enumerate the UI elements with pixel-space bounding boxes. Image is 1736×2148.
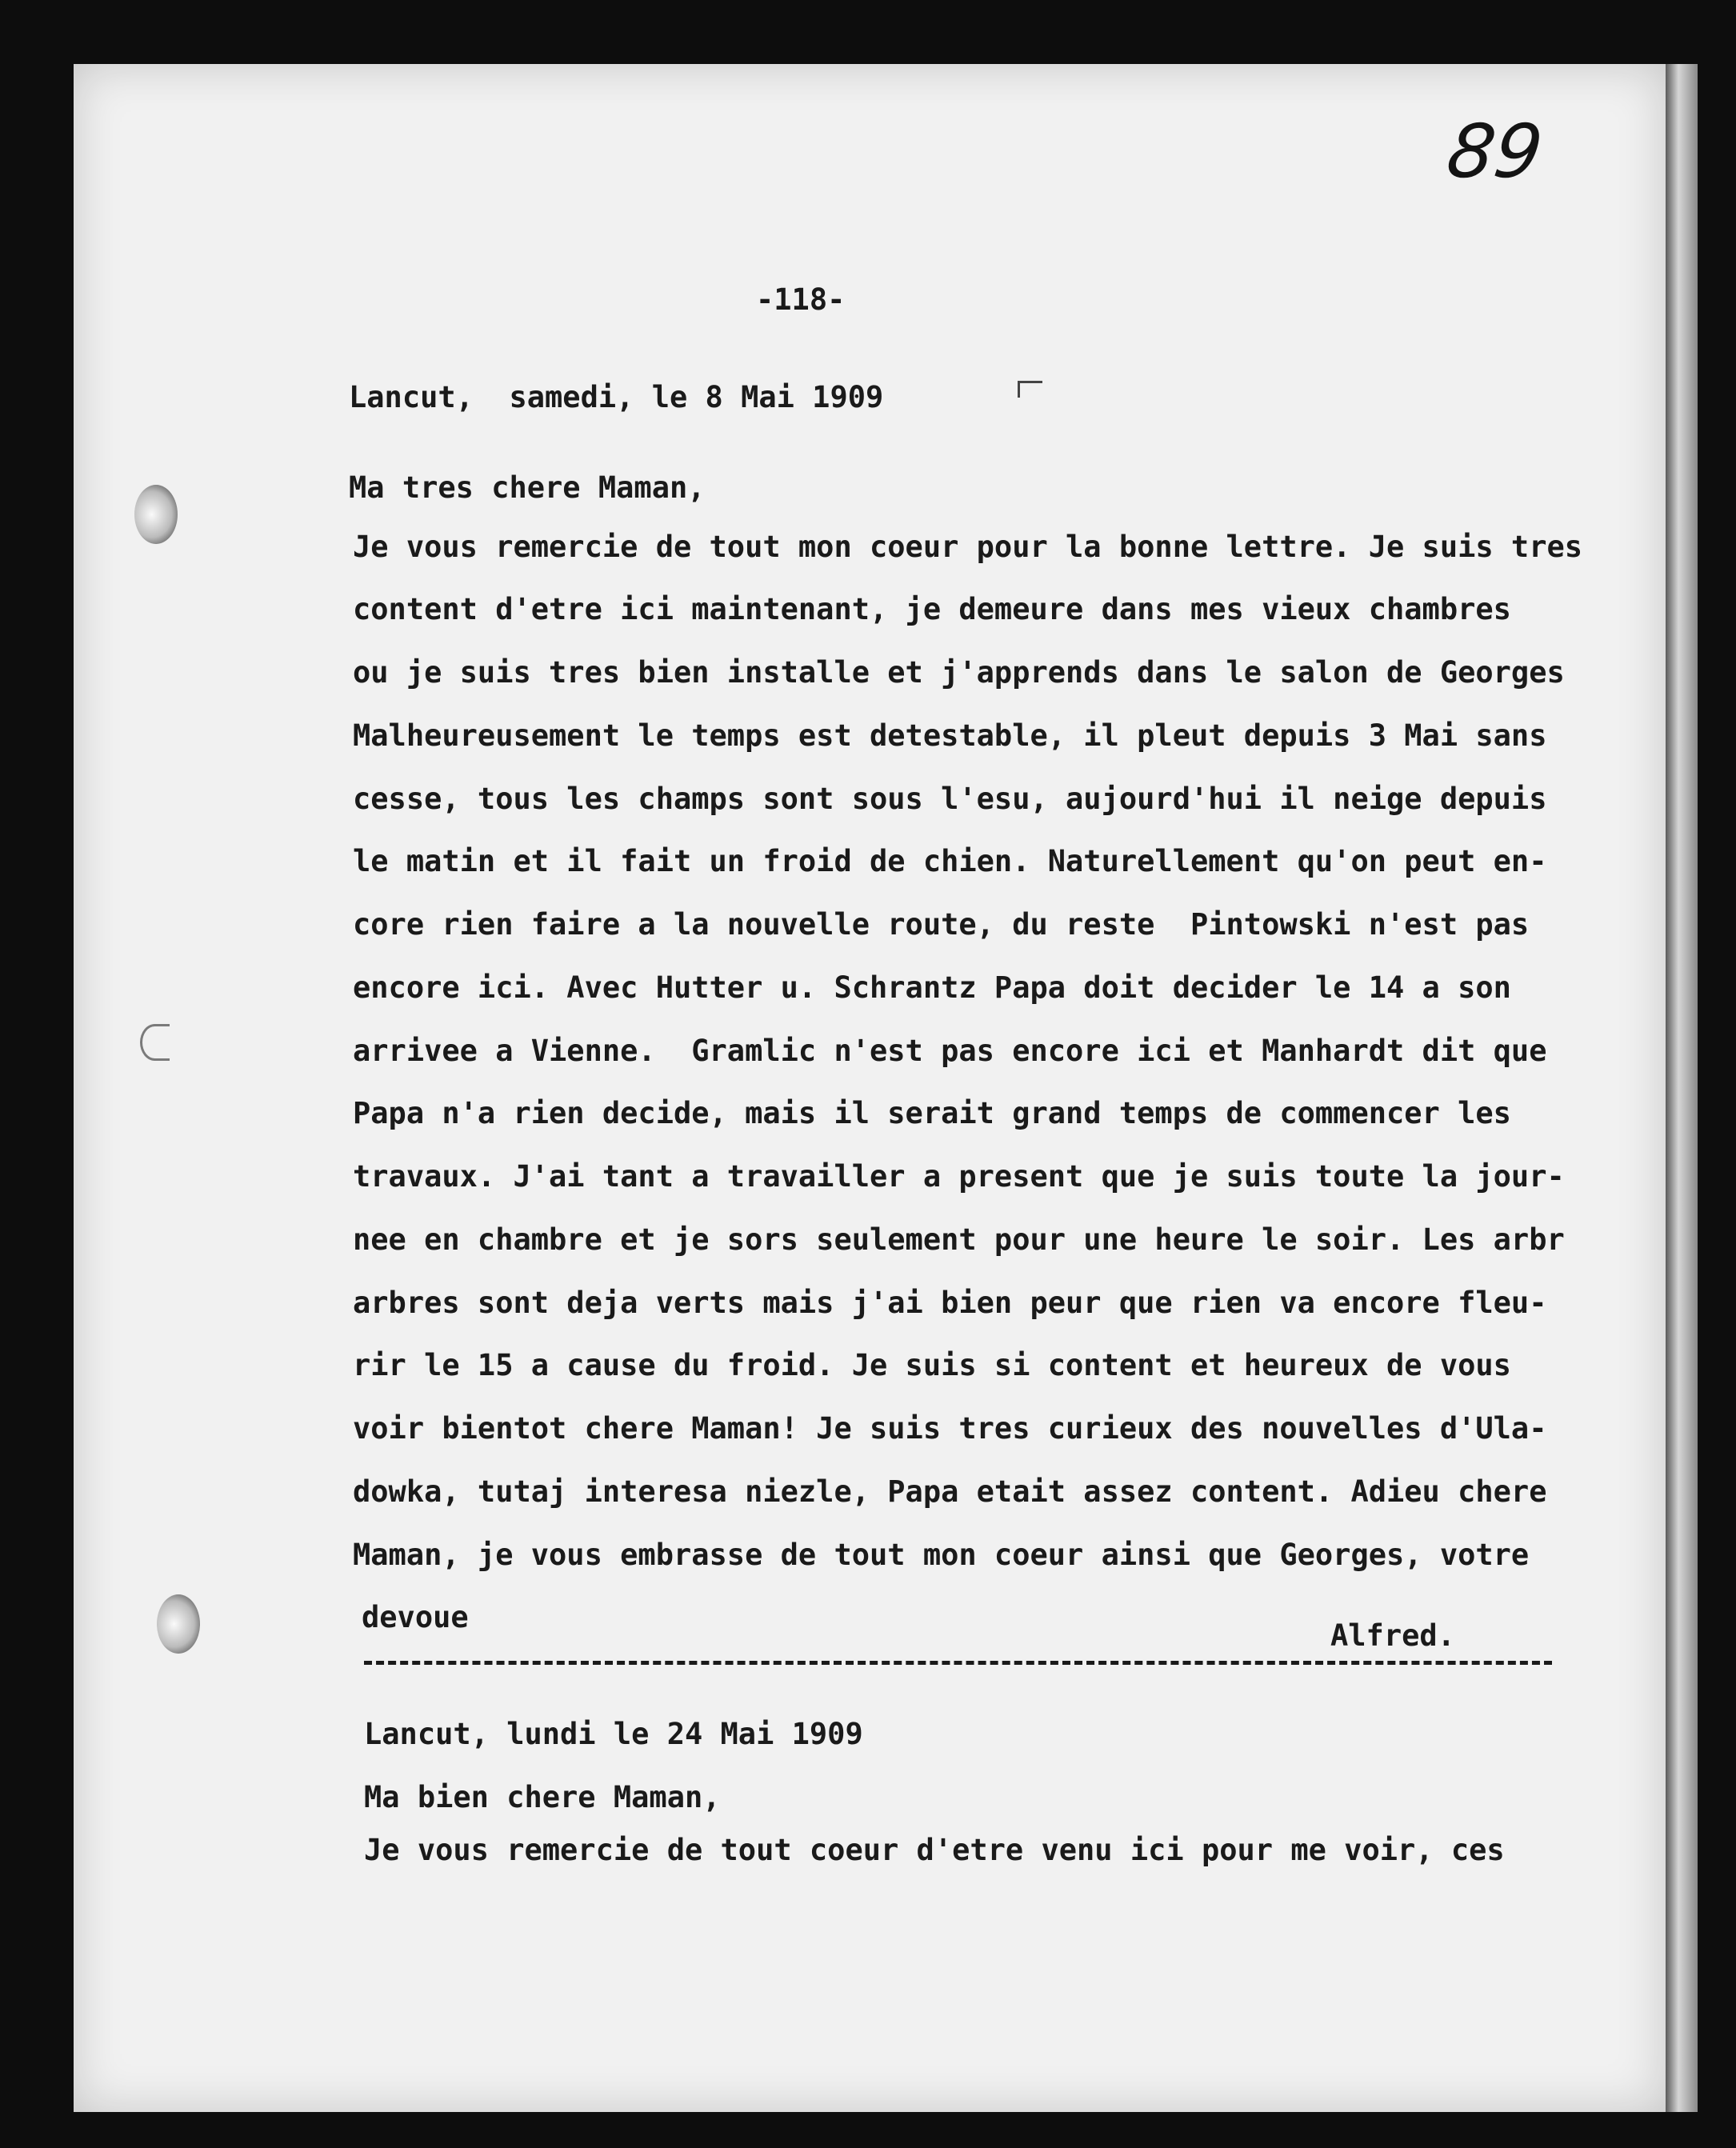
letter1-line: core rien faire a la nouvelle route, du reste Pintowski n'est pas: [353, 907, 1530, 942]
letter1-line: devoue: [362, 1600, 469, 1634]
typed-page: [74, 64, 1666, 2112]
letter1-line: voir bientot chere Maman! Je suis tres curieux des nouvelles d'Ula-: [353, 1411, 1547, 1446]
letter1-line: encore ici. Avec Hutter u. Schrantz Papa doit decider le 14 a son: [353, 970, 1511, 1005]
handwritten-folio-number: 89: [1442, 109, 1548, 194]
letter2-place-date: Lancut, lundi le 24 Mai 1909: [364, 1717, 863, 1751]
letter2-first-line: Je vous remercie de tout coeur d'etre venu ici pour me voir, ces: [364, 1833, 1505, 1867]
letter1-line: rir le 15 a cause du froid. Je suis si content et heureux de vous: [353, 1348, 1511, 1382]
page-number: -118-: [756, 282, 846, 317]
letter1-line: arrivee a Vienne. Gramlic n'est pas encore ici et Manhardt dit que: [353, 1034, 1547, 1068]
letter1-line: Malheureusement le temps est detestable, il pleut depuis 3 Mai sans: [353, 718, 1547, 753]
punch-hole-top: [134, 485, 178, 544]
letter1-place-date: Lancut, samedi, le 8 Mai 1909: [349, 380, 884, 414]
letter1-greeting: Ma tres chere Maman,: [349, 470, 706, 505]
letter1-line: Je vous remercie de tout mon coeur pour la bonne lettre. Je suis tres: [353, 530, 1583, 564]
letter1-line: le matin et il fait un froid de chien. Naturellement qu'on peut en-: [353, 844, 1547, 878]
letter2-greeting: Ma bien chere Maman,: [364, 1780, 721, 1814]
letter1-line: travaux. J'ai tant a travailler a present que je suis toute la jour-: [353, 1159, 1565, 1194]
adjacent-sheet-edge: [1666, 64, 1698, 2112]
letter1-line: cesse, tous les champs sont sous l'esu, aujourd'hui il neige depuis: [353, 782, 1547, 816]
pencil-mark: [140, 1024, 170, 1061]
letter1-line: dowka, tutaj interesa niezle, Papa etait assez content. Adieu chere: [353, 1474, 1547, 1509]
letter1-signature: Alfred.: [1330, 1618, 1455, 1653]
letter1-line: Maman, je vous embrasse de tout mon coeur ainsi que Georges, votre: [353, 1538, 1530, 1572]
dashed-separator: [364, 1661, 1552, 1665]
letter1-line: Papa n'a rien decide, mais il serait grand temps de commencer les: [353, 1096, 1511, 1130]
punch-hole-bottom: [157, 1594, 200, 1654]
pencil-tick-mark: [1018, 381, 1042, 398]
letter1-line: content d'etre ici maintenant, je demeure dans mes vieux chambres: [353, 592, 1511, 626]
letter1-line: ou je suis tres bien installe et j'apprends dans le salon de Georges: [353, 655, 1565, 690]
letter1-line: nee en chambre et je sors seulement pour une heure le soir. Les arbr: [353, 1222, 1565, 1257]
letter1-line: arbres sont deja verts mais j'ai bien peur que rien va encore fleu-: [353, 1286, 1547, 1320]
